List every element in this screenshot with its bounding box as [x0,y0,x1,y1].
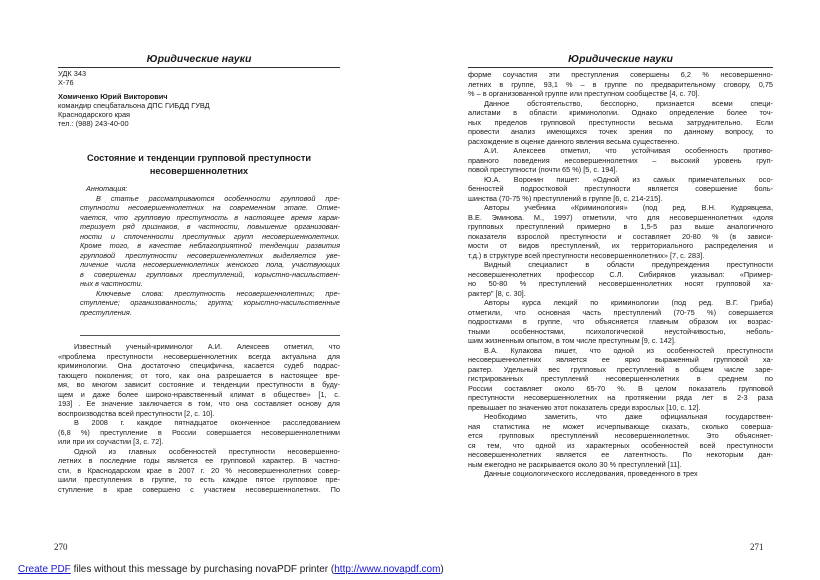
abstract-line: В статье рассматриваются особенности групповой пре- [96,193,340,203]
body-line: ная статистика не может исчерпывающе сказать, сколько совершa- [468,421,773,431]
body-line: Данное обстоятельство, бесспорно, признается всеми специ- [484,98,773,108]
body-text [58,342,340,494]
author-phone: тел.: (988) 243-40-00 [58,119,129,129]
body-line: В 2008 г. каждое пятнадцатое оконченное расследованием [74,418,340,427]
body-line: показателя взрослой преступности и составляет 20-80 % (в зависи- [468,231,773,241]
body-line: мя, во многом зависит состояние и тенденции преступности в буду- [58,380,340,389]
body-line: криминологии. Она достаточно специфична, касается судеб подрас- [58,361,340,370]
body-line: ным ежегодно не раскрывается около 30 % преступлений [11]. [468,459,682,469]
udc-code: УДК 343 [58,69,87,78]
right-page [410,0,820,556]
classification-code: Х-76 [58,78,74,88]
body-line: несовершеннолетних является ее ярко выраженный групповой ха- [468,355,773,364]
body-line: ется групповых преступлений несовершеннолетних. Это объясняет- [468,431,773,440]
body-line: Авторы курса лекций по криминологии (под ред. В.Г. Гриба) [484,298,773,307]
body-line: Данные социологического исследования, проведенного в трех [484,469,698,478]
abstract-line: Кроме того, в качестве неблагоприятной тенденции развития [80,241,340,250]
body-line: воспроизводства всей преступности [2, с. 10]. [58,408,215,418]
body-line: ных пределов групповой преступности весьма затруднительно. Если [468,117,773,127]
body-line: преступности несовершеннолетних на протяжении ряда лет в 2-3 раза [468,393,773,402]
body-line: мости от видов преступлений, их территориального распределения и [468,241,773,250]
body-line: Ю.А. Воронин пишет: «Одной из самых примечательных осо- [484,174,773,184]
watermark-text: files without this message by purchasing novaPDF printer ( [70,564,335,575]
body-line: гистрированных преступлений несовершеннолетних в среднем по [468,374,773,383]
author-name: Хомиченко Юрий Викторович [58,91,168,101]
body-line: расхождение в оценке данного явления весьма существенно. [468,136,680,146]
body-line: А.И. Алексеев отметил, что устойчивая особенность противо- [484,146,773,155]
body-line: бенностей подростковой преступности является совершение боль- [468,184,773,193]
abstract-line: теризует ряд признаков, в частности, повышение организован- [80,222,340,231]
body-line: России составляет около 65-70 %. В целом показатель групповой [468,383,773,393]
body-line: тающего поколения; от того, как она разрешается в настоящее вре- [58,370,340,380]
body-line: щем и даже более широко-нравственный климат в обществе» [1, с. [58,389,340,399]
keywords-line: ступление; организованность; группа; корыстно-насильственные [80,298,340,307]
body-line: рактер. Удельный вес групповых преступлений в общем числе заре- [468,364,773,374]
body-line: или при их соучастии [3, с. 72]. [58,437,164,446]
title-line: несовершеннолетних [149,165,249,176]
abstract-heading: Аннотация: [86,184,128,193]
novapdf-url-link[interactable]: http://www.novapdf.com [334,564,441,575]
body-line: тными особенностями, психологической неустойчивостью, неболь- [468,326,773,336]
abstract-line: групповой преступности несовершеннолетних выделяется уве- [80,250,340,260]
pdf-watermark [18,564,444,575]
body-line: шинства (70-75 %) преступлений в группе [6, с. 214-215]. [468,193,663,203]
abstract-line: ности и сплоченности преступных групп несовершеннолетних. [80,231,340,241]
body-line: групповых преступлений примерно в 1,5-5 раз выше аналогичного [468,222,773,231]
body-line: правного поведения несовершеннолетних – высокий уровень груп- [468,155,773,165]
body-line: превышает по значению этот показатель среди взрослых [10, с. 12]. [468,402,701,412]
running-head: Юридические науки [568,53,673,65]
abstract-line: ступности несовершеннолетних на современном этапе. Отме- [80,203,340,212]
title-line: Состояние и тенденции групповой преступности [86,153,312,163]
body-line: рактер" [8, с. 30]. [468,288,526,298]
body-line: подростками в группе, что объясняется главным образом их возрас- [468,317,773,326]
abstract-rule [80,335,340,336]
page-number: 270 [54,542,68,552]
body-line: (6,8 %) преступление в России совершается несовершеннолетними [58,427,340,437]
create-pdf-link[interactable]: Create PDF [18,564,71,575]
author-region: Краснодарского края [58,110,131,120]
body-line: летних в последние годы является ее групповой характер. В частно- [58,456,340,465]
header-rule [58,67,340,68]
body-line: В.Е. Эминова. М., 1997) отметили, что для несовершеннолетних «доля [468,212,773,222]
body-line: алистами в области криминологии. Однако определение более точ- [468,108,773,117]
body-line: В.А. Кулакова пишет, что одной из особенностей преступности [484,345,773,355]
body-line: ся тем, что одной из характерных особенностей всей преступности [468,440,773,450]
body-line: Видный специалист в области предупреждения преступности [484,260,773,269]
watermark-text-end: ) [440,564,444,575]
body-line: но 50-80 % преступлений несовершеннолетних носят групповой ха- [468,279,773,288]
author-position: командир спецбатальона ДПС ГИБДД ГУВД [58,100,210,110]
article-metadata [58,69,340,129]
article-title [58,152,340,177]
body-line: несовершеннолетних профессор С.Л. Сибиряков указывал: «Пример- [468,269,773,279]
header-rule [468,67,773,68]
body-text [468,70,773,479]
body-line: Авторы учебника «Криминология» (под ред. В.Н. Кудрявцева, [484,203,773,212]
body-line: 193] . Ее значение заключается в том, что она составляет основу для [58,399,340,408]
keywords-line: Ключевые слова: преступность несовершеннолетних; пре- [96,288,340,298]
page-number: 271 [750,542,764,552]
body-line: Одной из главных особенностей преступности несовершенно- [74,446,340,456]
body-line: сти, в Краснодарском крае в 2007 г. 20 % несовершеннолетних совер- [58,465,340,475]
keywords-line: преступления. [80,307,132,317]
left-page [0,0,410,556]
body-line: «проблема преступности несовершеннолетних всегда актуальна для [58,351,340,361]
body-line: Необходимо заметить, что даже официальная государствен- [484,412,773,421]
body-line: т.д.) в структуре всей преступности несовершеннолетних» [7, с. 283]. [468,250,705,260]
body-line: отметили, что основная часть преступлений (70-75 %) совершается [468,307,773,317]
body-line: форме соучастия эти преступления совершены 6,2 % несовершенно- [468,70,773,79]
abstract [80,184,340,317]
abstract-line: личение числа несовершеннолетних женского пола, участвующих [80,260,340,269]
running-head: Юридические науки [146,53,252,65]
abstract-line: ных в частности. [80,279,143,288]
body-line: повой преступности (почти 65 %) [5, с. 194]. [468,165,618,174]
body-line: ступление в крае совершено с участием несовершеннолетних. По [58,484,340,494]
body-line: летних в группе, 93,1 % – в группе по предварительному сговору, 0,75 [468,79,773,89]
body-line: Известный ученый-криминолог А.И. Алексеев отметил, что [74,342,340,351]
abstract-line: чается, что групповую преступность в настоящее время харак- [80,212,340,222]
body-line: шим жизненным опытом, в том числе преступным [9, с. 142]. [468,336,676,345]
body-line: шили преступления в группе, то есть каждое пятое групповое пре- [58,475,340,484]
body-line: несовершеннолетних является ее латентность. По некоторым дан- [468,450,773,459]
body-line: % – в организованной группе или преступном сообществе [4, с. 70]. [468,89,700,98]
body-line: провести анализ имеющихся точек зрения по данному вопросу, то [468,127,773,136]
abstract-line: в совершении групповых преступлений, корыстно-насильствен- [80,269,340,279]
